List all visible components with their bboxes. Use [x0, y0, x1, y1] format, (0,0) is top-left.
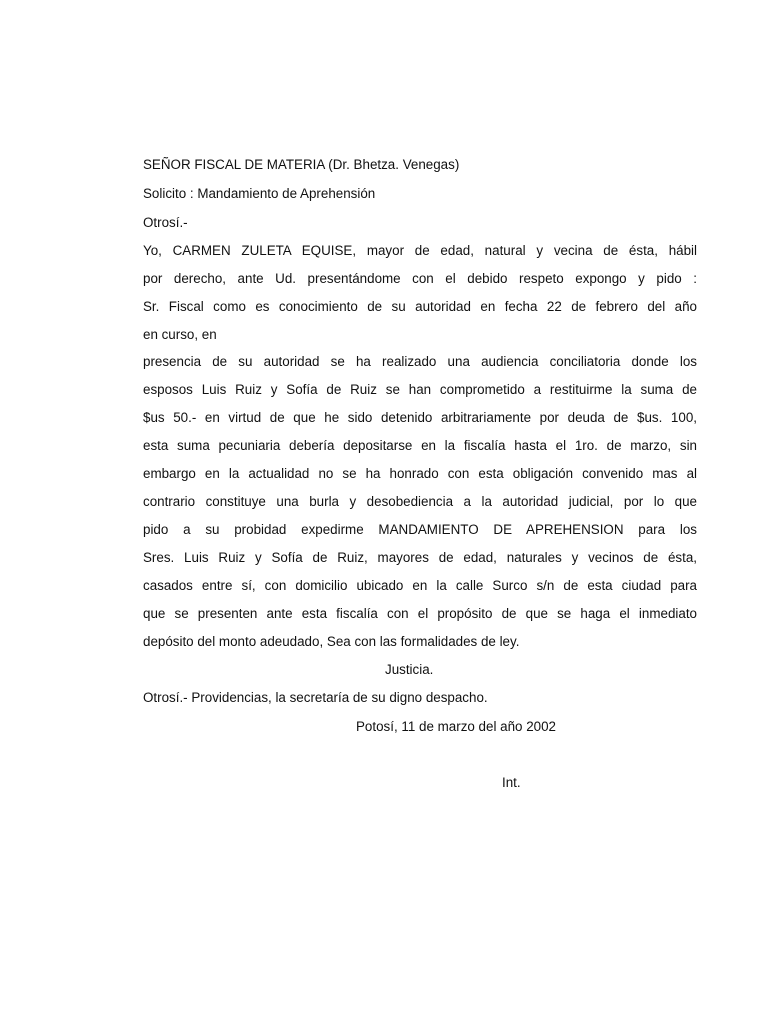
- addressee-line: SEÑOR FISCAL DE MATERIA (Dr. Bhetza. Venegas): [143, 157, 460, 172]
- body-line: Sres. Luis Ruiz y Sofía de Ruiz, mayores de edad, naturales y vecinos de ésta,: [143, 550, 697, 565]
- body-line: Sr. Fiscal como es conocimiento de su autoridad en fecha 22 de febrero del año: [143, 299, 697, 314]
- body-line: casados entre sí, con domicilio ubicado en la calle Surco s/n de esta ciudad para: [143, 578, 697, 593]
- body-line: esta suma pecuniaria debería depositarse en la fiscalía hasta el 1ro. de marzo, sin: [143, 438, 697, 453]
- body-line: pido a su probidad expedirme MANDAMIENTO DE APREHENSION para los: [143, 522, 697, 537]
- body-line: presencia de su autoridad se ha realizado una audiencia conciliatoria donde los: [143, 354, 697, 369]
- body-line: esposos Luis Ruiz y Sofía de Ruiz se han comprometido a restituirme la suma de: [143, 382, 697, 397]
- body-line: que se presenten ante esta fiscalía con el propósito de que se haga el inmediato: [143, 606, 697, 621]
- body-line: depósito del monto adeudado, Sea con las formalidades de ley.: [143, 634, 520, 649]
- signature-text: Int.: [502, 775, 521, 790]
- otrosi-note: Otrosí.- Providencias, la secretaría de su digno despacho.: [143, 690, 488, 705]
- place-date: Potosí, 11 de marzo del año 2002: [356, 719, 557, 734]
- body-line: en curso, en: [143, 327, 217, 342]
- otrosi-heading: Otrosí.-: [143, 215, 188, 230]
- body-line: por derecho, ante Ud. presentándome con el debido respeto expongo y pido :: [143, 271, 697, 286]
- body-line: $us 50.- en virtud de que he sido detenido arbitrariamente por deuda de $us. 100,: [143, 410, 697, 425]
- subject-line: Solicito : Mandamiento de Aprehensión: [143, 186, 376, 201]
- closing-text: Justicia.: [385, 662, 434, 677]
- body-line: embargo en la actualidad no se ha honrado con esta obligación convenido mas al: [143, 466, 697, 481]
- body-line: Yo, CARMEN ZULETA EQUISE, mayor de edad, natural y vecina de ésta, hábil: [143, 243, 697, 258]
- body-line: contrario constituye una burla y desobediencia a la autoridad judicial, por lo que: [143, 494, 697, 509]
